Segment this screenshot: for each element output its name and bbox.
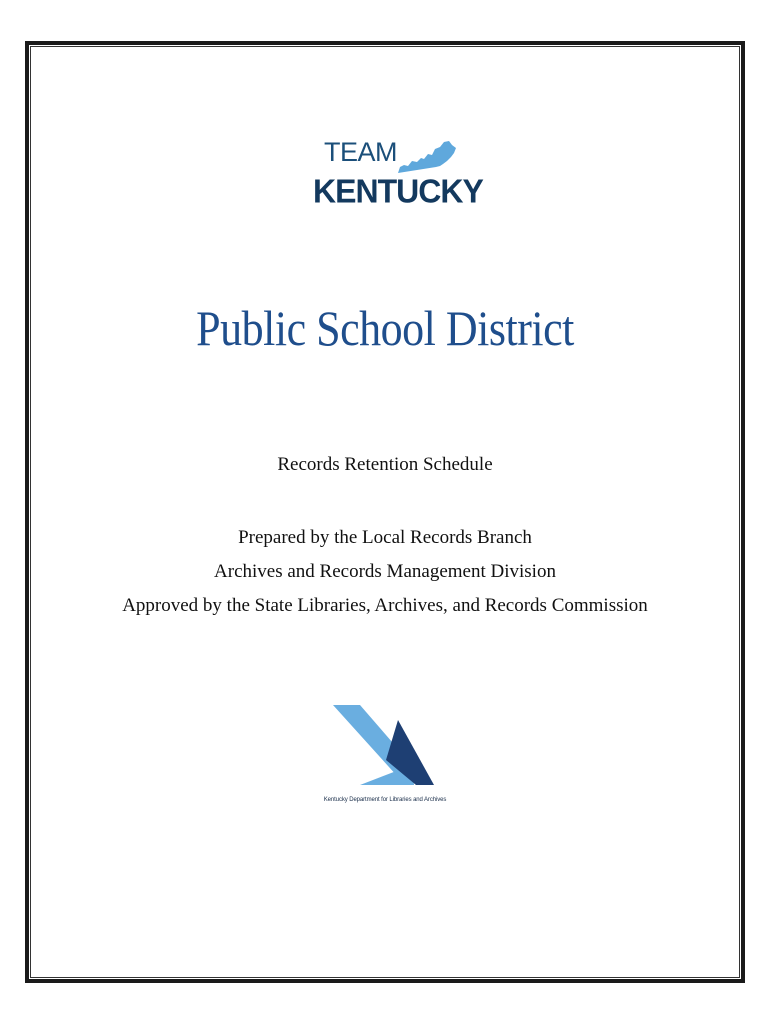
document-subtitle: Records Retention Schedule	[277, 454, 493, 475]
kdla-logo-icon	[330, 705, 442, 800]
team-kentucky-logo	[310, 135, 483, 215]
kdla-caption: Kentucky Department for Libraries and Archives	[323, 797, 447, 803]
preparation-block	[0, 521, 770, 623]
document-title: Public School District	[196, 301, 574, 356]
logo-kentucky-text: KENTUCKY	[313, 171, 483, 210]
prepared-by-line: Prepared by the Local Records Branch	[238, 527, 532, 548]
logo-team-text: TEAM	[324, 137, 398, 167]
approved-by-line: Approved by the State Libraries, Archives, and Records Commission	[122, 595, 648, 616]
kentucky-state-icon	[396, 139, 458, 175]
division-line: Archives and Records Management Division	[214, 561, 556, 582]
